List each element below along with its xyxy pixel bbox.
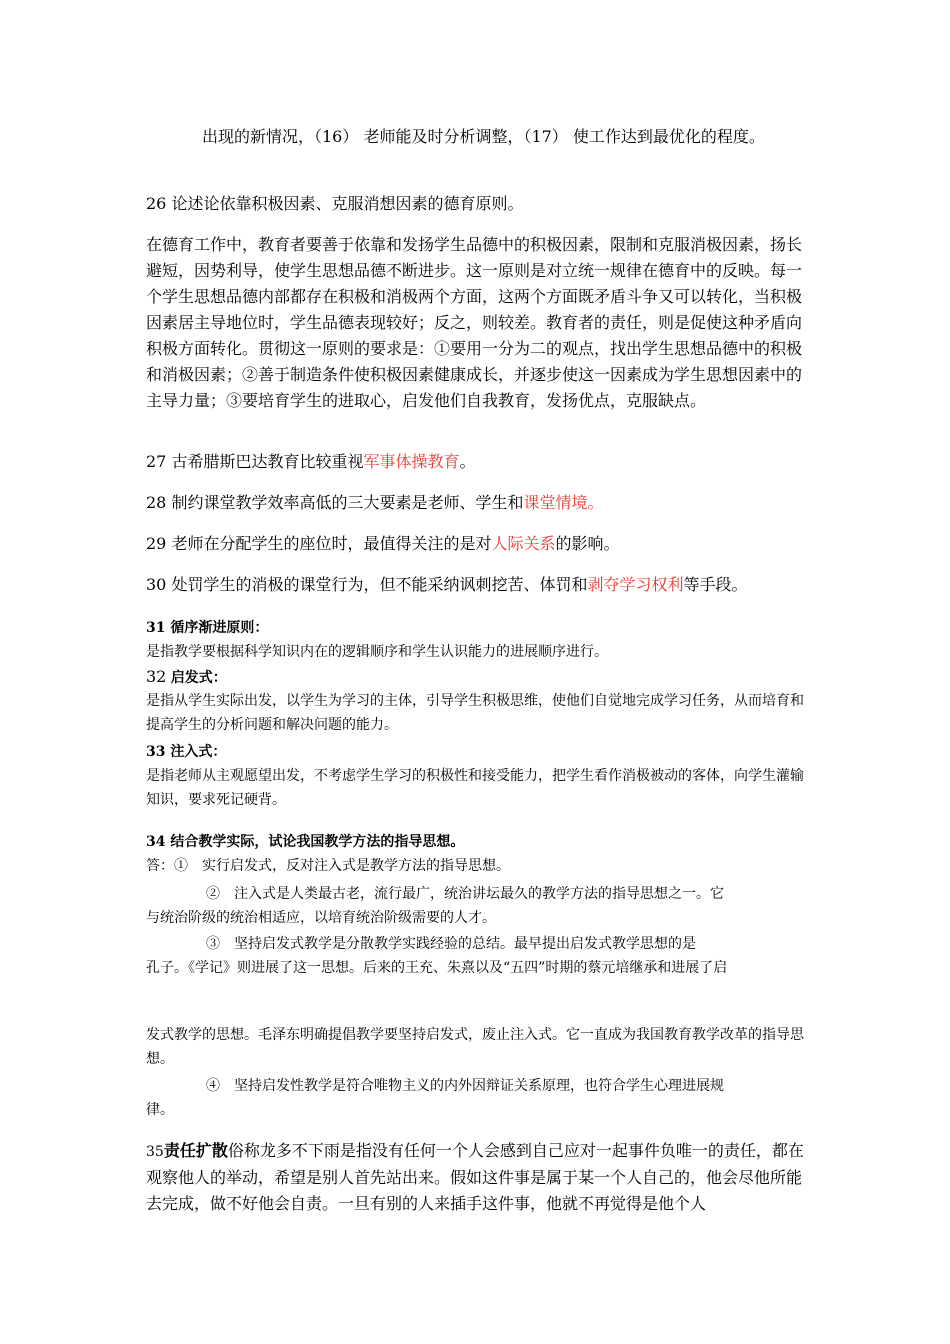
question-31-body: 是指教学要根据科学知识内在的逻辑顺序和学生认识能力的进展顺序进行。: [146, 644, 608, 660]
question-34-answer-2-first: ② 注入式是人类最古老，流行最广，统治讲坛最久的教学方法的指导思想之一。它: [206, 886, 724, 902]
paragraph-25-tail: 出现的新情况，（16） 老师能及时分析调整，（17） 使工作达到最优化的程度。: [202, 127, 765, 146]
question-33-number: 33: [146, 744, 166, 760]
question-28-answer: 课堂情境。: [523, 493, 604, 512]
question-27-text: 27 古希腊斯巴达教育比较重视: [146, 452, 364, 471]
question-31-heading: 循序渐进原则：: [170, 620, 269, 636]
question-34-answer-1: 答：① 实行启发式，反对注入式是教学方法的指导思想。: [146, 858, 510, 874]
question-27-answer: 军事体操教育: [363, 452, 460, 471]
question-30-answer: 剥夺学习权利: [587, 575, 684, 594]
question-29-text: 29 老师在分配学生的座位时，最值得关注的是对: [146, 534, 492, 553]
question-34-title: 34 结合教学实际，试论我国教学方法的指导思想。: [146, 834, 465, 850]
question-34-answer-4-first: ④ 坚持启发性教学是符合唯物主义的内外因辩证关系原理，也符合学生心理进展规: [206, 1078, 724, 1094]
question-26-title: 26 论述论依靠积极因素、克服消想因素的德育原则。: [146, 194, 524, 213]
question-30-text: 30 处罚学生的消极的课堂行为，但不能采纳讽刺挖苦、体罚和: [146, 575, 588, 594]
question-34-answer-3-first: ③ 坚持启发式教学是分散教学实践经验的总结。最早提出启发式教学思想的是: [206, 936, 696, 952]
question-27-end: 。: [459, 452, 476, 471]
question-33-body: 是指老师从主观愿望出发，不考虑学生学习的积极性和接受能力，把学生看作消极被动的客体，向学生灌输知识，要求死记硬背。: [146, 768, 804, 808]
question-32-heading: 启发式：: [170, 670, 227, 686]
question-35: [146, 1138, 808, 1217]
question-29: [146, 531, 808, 557]
question-28: [146, 490, 808, 516]
question-31-title: [146, 616, 808, 640]
question-34-answer-2-rest: 与统治阶级的统治相适应，以培育统治阶级需要的人才。: [146, 910, 496, 926]
question-35-number: 35: [146, 1144, 164, 1160]
question-27: [146, 449, 808, 475]
question-32-body: 是指从学生实际出发，以学生为学习的主体，引导学生积极思维，使他们自觉地完成学习任务，从而培育和提高学生的分析问题和解决问题的能力。: [146, 693, 804, 733]
question-29-end: 的影响。: [555, 534, 620, 553]
question-32-number: 32: [146, 667, 167, 686]
question-30-end: 等手段。: [683, 575, 748, 594]
question-35-body: 俗称龙多不下雨是指没有任何一个人会感到自己应对一起事件负唯一的责任，都在观察他人的举动，希望是别人首先站出来。假如这件事是属于某一个人自己的，他会尽他所能去完成，做不好他会自责。一旦有别的人来插手这件事，他就不再觉得是他个人: [146, 1141, 804, 1213]
question-30: [146, 572, 808, 598]
question-34-answer-4-rest: 律。: [146, 1102, 174, 1118]
question-28-text: 28 制约课堂教学效率高低的三大要素是老师、学生和: [146, 493, 524, 512]
question-34-answer-3-rest: 孔子。《学记》则进展了这一思想。后来的王充、朱熹以及“五四”时期的蔡元培继承和进展了启: [146, 960, 728, 976]
question-29-answer: 人际关系: [491, 534, 556, 553]
question-31-number: 31: [146, 620, 166, 636]
question-34-answer-3-cont: 发式教学的思想。毛泽东明确提倡教学要坚持启发式，废止注入式。它一直成为我国教育教学改革的指导思想。: [146, 1027, 804, 1067]
question-33-heading: 注入式：: [170, 744, 227, 760]
question-35-term: 责任扩散: [163, 1141, 228, 1160]
question-32-title: [146, 665, 808, 690]
question-26-body: 在德育工作中，教育者要善于依靠和发扬学生品德中的积极因素，限制和克服消极因素，扬长避短，因势利导，使学生思想品德不断进步。这一原则是对立统一规律在德育中的反映。每一个学生思想品德内部都存在积极和消极两个方面，这两个方面既矛盾斗争又可以转化，当积极因素居主导地位时，学生品德表现较好；反之，则较差。教育者的责任，则是促使这种矛盾向积极方面转化。贯彻这一原则的要求是：①要用一分为二的观点，找出学生思想品德中的积极和消极因素；②善于制造条件使积极因素健康成长，并逐步使这一因素成为学生思想因素中的主导力量；③要培育学生的进取心，启发他们自我教育，发扬优点，克服缺点。: [146, 235, 803, 410]
question-33-title: [146, 740, 808, 764]
